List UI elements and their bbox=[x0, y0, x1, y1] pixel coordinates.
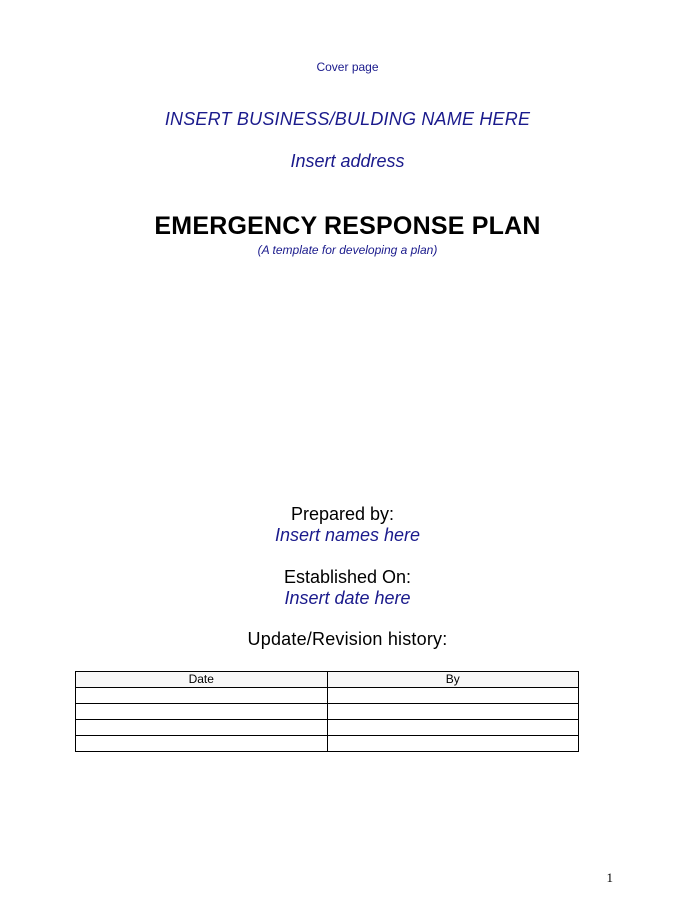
date-column-header: Date bbox=[76, 672, 328, 688]
revision-history-label: Update/Revision history: bbox=[247, 629, 448, 649]
table-header-row bbox=[76, 672, 579, 688]
table-cell-by[interactable] bbox=[327, 736, 579, 752]
table-cell-by[interactable] bbox=[327, 720, 579, 736]
table-cell-by[interactable] bbox=[327, 688, 579, 704]
cover-page-label: Cover page bbox=[316, 60, 379, 74]
table-row bbox=[76, 704, 579, 720]
established-on-placeholder: Insert date here bbox=[284, 588, 411, 608]
document-title: EMERGENCY RESPONSE PLAN bbox=[154, 212, 541, 240]
revision-history-table bbox=[75, 671, 579, 752]
established-on-label: Established On: bbox=[283, 567, 412, 587]
document-subtitle: (A template for developing a plan) bbox=[257, 243, 438, 257]
prepared-by-label: Prepared by: bbox=[290, 504, 395, 524]
table-cell-date[interactable] bbox=[76, 736, 328, 752]
table-cell-by[interactable] bbox=[327, 704, 579, 720]
address-placeholder: Insert address bbox=[290, 151, 405, 171]
table-row bbox=[76, 736, 579, 752]
table-row bbox=[76, 688, 579, 704]
table-cell-date[interactable] bbox=[76, 688, 328, 704]
prepared-by-placeholder: Insert names here bbox=[274, 525, 421, 545]
by-column-header: By bbox=[327, 672, 579, 688]
table-row bbox=[76, 720, 579, 736]
table-cell-date[interactable] bbox=[76, 704, 328, 720]
business-name-placeholder: INSERT BUSINESS/BULDING NAME HERE bbox=[164, 109, 531, 129]
page-number: 1 bbox=[606, 870, 613, 885]
table-cell-date[interactable] bbox=[76, 720, 328, 736]
